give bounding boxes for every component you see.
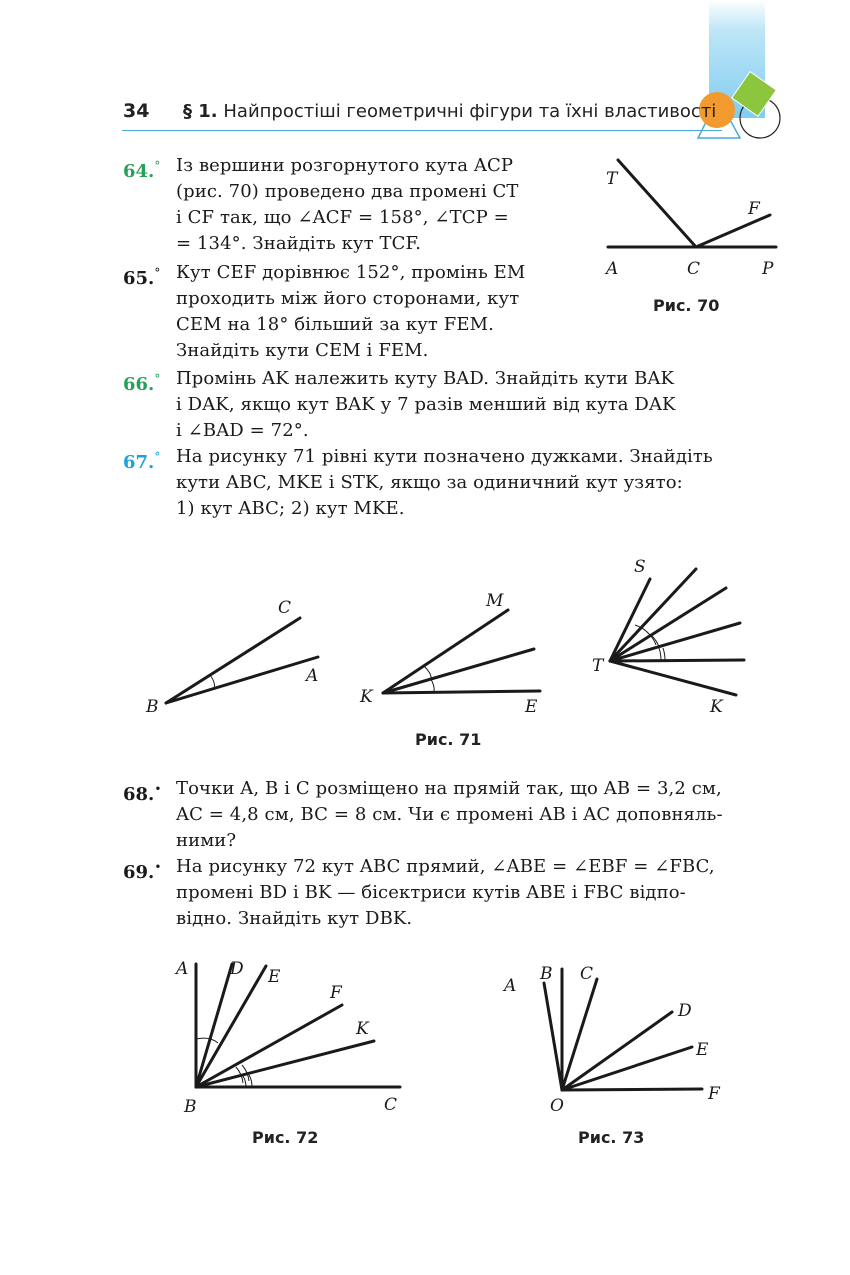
label-f: F (330, 983, 342, 1003)
text-line: На рисунку 72 кут ABC прямий, ∠ABE = ∠EBF = ∠FBC, (176, 856, 715, 877)
problem-68-text (176, 776, 786, 854)
ray-of (562, 1089, 702, 1090)
problem-64-number (123, 153, 160, 185)
figure-71 (130, 550, 770, 730)
ray-oc (562, 979, 597, 1090)
ray-km (383, 610, 508, 693)
problem-69-text (176, 854, 786, 932)
label-b: B (184, 1097, 197, 1117)
label-e: E (525, 697, 538, 717)
ray-t5 (610, 660, 744, 661)
ray-ct (618, 160, 696, 247)
angle-arc (249, 1075, 252, 1087)
label-m: M (486, 591, 504, 611)
ray-kmid (383, 649, 534, 693)
label-f: F (708, 1084, 720, 1104)
text-line: Точки A, B і C розміщено на прямій так, що AB = 3,2 см, (176, 778, 722, 799)
label-p: P (762, 259, 774, 279)
section-mark: § 1. (183, 101, 218, 122)
figure-70-caption: Рис. 70 (653, 296, 720, 315)
ray-cf (696, 215, 770, 247)
text-line: На рисунку 71 рівні кути позначено дужками. Знайдіть (176, 446, 713, 467)
angle-arc (652, 636, 659, 647)
label-o: O (550, 1096, 564, 1116)
page-number: 34 (123, 100, 150, 122)
label-d: D (230, 959, 244, 979)
text-line: Із вершини розгорнутого кута ACP (176, 155, 514, 176)
problem-number: 64. (123, 161, 155, 182)
label-k: K (356, 1019, 369, 1039)
problem-number: 65. (123, 268, 155, 289)
header-rule (122, 130, 722, 131)
label-c: C (384, 1095, 398, 1115)
problem-64-text (176, 153, 586, 257)
problem-68-number (123, 776, 161, 808)
problem-number: 69. (123, 862, 155, 883)
ray-bc (166, 618, 300, 703)
problem-66-number (123, 366, 160, 398)
label-t: T (606, 169, 618, 189)
text-line: і DAK, якщо кут BAK у 7 разів менший від кута DAK (176, 394, 676, 415)
ray-ba (166, 657, 318, 703)
ray-od (562, 1012, 672, 1090)
difficulty-marker: ° (154, 266, 161, 280)
problem-69-number (123, 854, 161, 886)
label-e: E (268, 967, 281, 987)
label-b: B (540, 964, 553, 984)
problem-number: 68. (123, 784, 155, 805)
text-line: Кут CEF дорівнює 152°, промінь EM (176, 262, 526, 283)
difficulty-marker: ° (154, 372, 161, 386)
angle-arc (659, 648, 661, 660)
label-s: S (634, 557, 646, 577)
ray-ke (383, 691, 540, 693)
problem-65-number (123, 260, 160, 292)
label-c: C (278, 598, 292, 618)
text-line: AC = 4,8 см, BC = 8 см. Чи є промені AB і AC доповняль- (176, 804, 723, 825)
angle-arc (663, 648, 665, 660)
ray-oe (562, 1047, 692, 1090)
figure-72-caption: Рис. 72 (252, 1128, 319, 1147)
green-square-icon (732, 72, 777, 117)
problem-67-number (123, 444, 160, 476)
text-line: (рис. 70) проведено два промені CT (176, 181, 519, 202)
label-a: A (176, 959, 189, 979)
difficulty-marker: ° (154, 450, 161, 464)
difficulty-marker: ° (154, 159, 161, 173)
text-line: CEM на 18° більший за кут FEM. (176, 314, 494, 335)
figure-72 (170, 950, 410, 1120)
text-line: ними? (176, 830, 237, 851)
figure-73-caption: Рис. 73 (578, 1128, 645, 1147)
text-line: Промінь AK належить куту BAD. Знайдіть кути BAK (176, 368, 675, 389)
angle-arc (243, 1076, 246, 1087)
section-title-text: Найпростіші геометричні фігури та їхні властивості (223, 101, 717, 122)
figure-71-caption: Рис. 71 (415, 730, 482, 749)
angle-arc (196, 1038, 218, 1043)
figure-70 (600, 150, 790, 290)
label-a: A (504, 976, 517, 996)
text-line: проходить між його сторонами, кут (176, 288, 520, 309)
label-f: F (748, 199, 760, 219)
ray-tk (610, 661, 736, 695)
label-e: E (696, 1040, 709, 1060)
angle-arc (424, 666, 431, 679)
label-c: C (687, 259, 701, 279)
ray-oa (544, 983, 562, 1090)
problem-65-text (176, 260, 586, 364)
problem-number: 66. (123, 374, 155, 395)
section-title (183, 101, 716, 122)
label-b: B (146, 697, 159, 717)
text-line: і CF так, що ∠ACF = 158°, ∠TCP = (176, 207, 509, 228)
text-line: = 134°. Знайдіть кут TCF. (176, 233, 422, 254)
label-k2: K (710, 697, 723, 717)
difficulty-marker: • (154, 782, 162, 796)
text-line: промені BD і BK — бісектриси кутів ABE і FBC відпо- (176, 882, 686, 903)
label-d: D (678, 1001, 692, 1021)
figure-73 (500, 955, 740, 1125)
angle-arc (210, 675, 215, 689)
problem-66-text (176, 366, 786, 444)
text-line: відно. Знайдіть кут DBK. (176, 908, 413, 929)
text-line: кути ABC, MKE і STK, якщо за одиничний кут узято: (176, 472, 683, 493)
problem-67-text (176, 444, 786, 522)
ray-bk (196, 1041, 374, 1087)
text-line: і ∠BAD = 72°. (176, 420, 309, 441)
label-a: A (306, 666, 319, 686)
text-line: Знайдіть кути CEM і FEM. (176, 340, 429, 361)
text-line: 1) кут ABC; 2) кут MKE. (176, 498, 405, 519)
label-c: C (580, 964, 594, 984)
difficulty-marker: • (154, 860, 162, 874)
label-t: T (592, 656, 604, 676)
label-a: A (606, 259, 619, 279)
label-k: K (360, 687, 373, 707)
problem-number: 67. (123, 452, 155, 473)
